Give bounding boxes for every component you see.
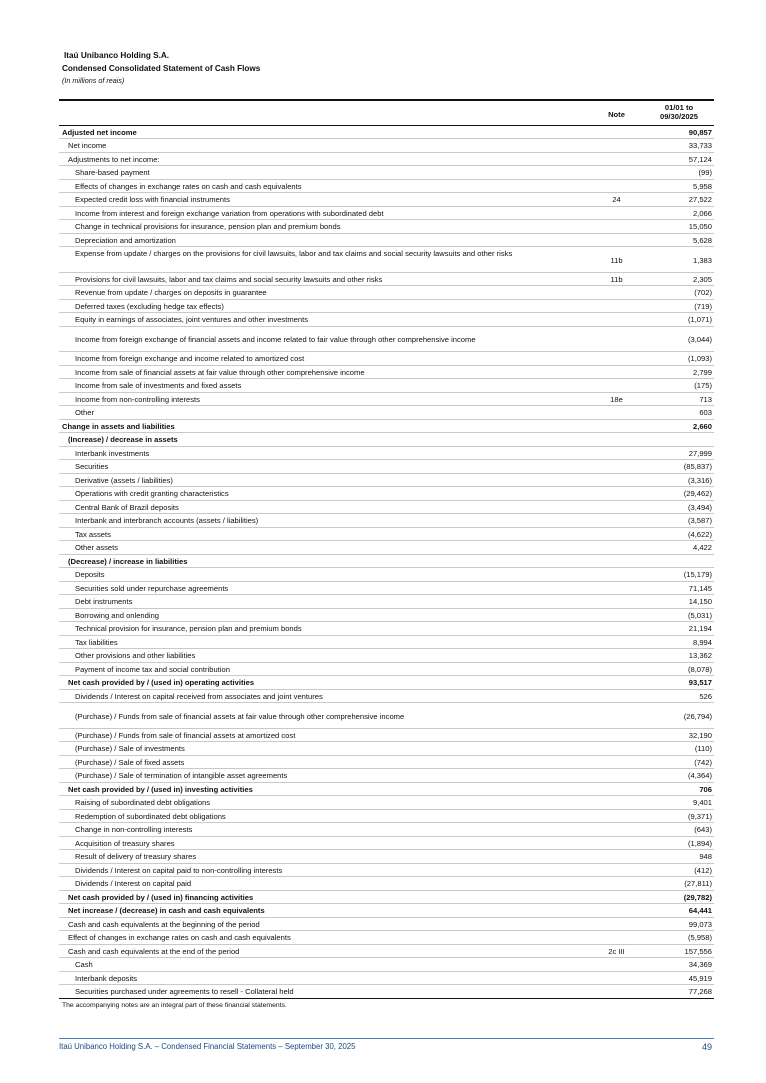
table-row [59, 756, 714, 770]
row-value: (26,794) [683, 711, 712, 721]
row-value: 1,383 [692, 255, 712, 265]
row-value: 4,422 [692, 543, 712, 553]
row-note: 11b [610, 255, 623, 265]
row-label: Central Bank of Brazil deposits [75, 502, 179, 512]
row-label: Income from foreign exchange of financial assets and income related to fair value through other comprehensive income [75, 335, 476, 345]
row-value: (4,622) [687, 529, 712, 539]
table-body [59, 126, 714, 999]
row-value: (29,782) [683, 892, 712, 902]
table-row [59, 474, 714, 488]
row-label: (Purchase) / Sale of termination of intangible asset agreements [75, 771, 288, 781]
row-label: Deposits [75, 570, 105, 580]
row-value: 77,268 [688, 987, 712, 997]
table-row [59, 690, 714, 704]
row-label: Securities purchased under agreements to resell - Collateral held [75, 987, 294, 997]
table-row [59, 166, 714, 180]
row-value: 90,857 [688, 127, 712, 137]
table-row [59, 622, 714, 636]
row-label: Effects of changes in exchange rates on cash and cash equivalents [75, 181, 302, 191]
row-label: Technical provision for insurance, pension plan and premium bonds [75, 624, 302, 634]
row-label: Borrowing and onlending [75, 610, 160, 620]
table-row [59, 985, 714, 999]
row-value: 5,628 [692, 235, 712, 245]
row-value: (1,093) [687, 354, 712, 364]
page-number: 49 [701, 1042, 712, 1052]
row-label: Debt instruments [75, 597, 133, 607]
table-row [59, 514, 714, 528]
row-label: Securities [75, 462, 109, 472]
row-label: Deferred taxes (excluding hedge tax effects) [75, 301, 224, 311]
row-value: 34,369 [688, 960, 712, 970]
table-header [59, 101, 714, 126]
row-label: Revenue from update / charges on deposits in guarantee [75, 288, 267, 298]
table-row [59, 460, 714, 474]
table-row [59, 286, 714, 300]
row-value: (5,958) [687, 933, 712, 943]
row-value: 27,999 [688, 448, 712, 458]
row-label: Acquisition of treasury shares [75, 838, 175, 848]
table-row [59, 300, 714, 314]
cash-flow-table [59, 99, 714, 1009]
row-value: (99) [698, 168, 712, 178]
row-label: Dividends / Interest on capital received from associates and joint ventures [75, 691, 323, 701]
row-value: 8,994 [692, 637, 712, 647]
row-label: Net cash provided by / (used in) investing activities [68, 784, 253, 794]
row-label: Operations with credit granting characteristics [75, 489, 229, 499]
table-row [59, 541, 714, 555]
row-note: 24 [612, 195, 621, 205]
row-value: 5,958 [692, 181, 712, 191]
row-label: Net income [68, 141, 107, 151]
table-row [59, 447, 714, 461]
row-label: (Purchase) / Funds from sale of financial assets at amortized cost [75, 730, 296, 740]
statement-title: Condensed Consolidated Statement of Cash Flows [62, 64, 261, 73]
table-row [59, 393, 714, 407]
row-value: 2,066 [692, 208, 712, 218]
row-label: Cash and cash equivalents at the end of the period [68, 946, 240, 956]
table-row [59, 904, 714, 918]
row-value: (1,894) [687, 838, 712, 848]
table-row [59, 958, 714, 972]
table-row [59, 153, 714, 167]
period-header-line1: 01/01 to [664, 102, 694, 112]
row-label: Other provisions and other liabilities [75, 651, 196, 661]
row-label: Adjusted net income [62, 127, 137, 137]
row-value: 9,401 [692, 798, 712, 808]
row-label: Net cash provided by / (used in) operating activities [68, 678, 255, 688]
footer-rule [59, 1038, 714, 1039]
company-name: Itaú Unibanco Holding S.A. [64, 51, 170, 60]
row-value: 64,441 [688, 906, 712, 916]
row-value: 526 [699, 691, 712, 701]
row-value: 71,145 [688, 583, 712, 593]
row-label: Share-based payment [75, 168, 150, 178]
table-row [59, 837, 714, 851]
row-label: Equity in earnings of associates, joint ventures and other investments [75, 315, 309, 325]
row-label: Adjustments to net income: [68, 154, 160, 164]
row-value: (175) [694, 381, 712, 391]
row-label: Raising of subordinated debt obligations [75, 798, 211, 808]
row-label: Income from non-controlling interests [75, 394, 200, 404]
row-label: (Increase) / decrease in assets [68, 435, 178, 445]
row-label: Change in technical provisions for insurance, pension plan and premium bonds [75, 222, 341, 232]
table-row [59, 352, 714, 366]
footnote: The accompanying notes are an integral part of these financial statements. [62, 1001, 287, 1009]
row-label: Expected credit loss with financial instruments [75, 195, 230, 205]
row-label: Provisions for civil lawsuits, labor and tax claims and social security lawsuits and other risks [75, 274, 383, 284]
row-value: (8,078) [687, 664, 712, 674]
row-label: (Purchase) / Funds from sale of financial assets at fair value through other comprehensive income [75, 711, 405, 721]
table-row [59, 742, 714, 756]
row-value: (15,179) [683, 570, 712, 580]
table-row [59, 139, 714, 153]
row-value: 13,362 [688, 651, 712, 661]
table-row [59, 676, 714, 690]
row-value: 57,124 [688, 154, 712, 164]
table-row [59, 595, 714, 609]
row-label: Expense from update / charges on the provisions for civil lawsuits, labor and tax claims and social security lawsuits and other risks [75, 249, 513, 259]
row-value: (85,837) [683, 462, 712, 472]
row-note: 2c III [608, 946, 625, 956]
row-label: (Decrease) / increase in liabilities [68, 556, 188, 566]
table-row [59, 313, 714, 327]
row-value: 2,799 [692, 367, 712, 377]
table-row [59, 207, 714, 221]
row-value: (1,071) [687, 315, 712, 325]
row-note: 11b [610, 274, 623, 284]
row-value: 14,150 [688, 597, 712, 607]
row-label: Result of delivery of treasury shares [75, 852, 197, 862]
table-row [59, 234, 714, 248]
row-label: Securities sold under repurchase agreements [75, 583, 229, 593]
row-note: 18e [610, 394, 623, 404]
table-row [59, 528, 714, 542]
table-row [59, 327, 714, 353]
table-row [59, 193, 714, 207]
row-value: 21,194 [688, 624, 712, 634]
row-value: (110) [694, 744, 712, 754]
table-row [59, 568, 714, 582]
row-label: Dividends / Interest on capital paid to non-controlling interests [75, 865, 283, 875]
table-row [59, 703, 714, 729]
row-label: Payment of income tax and social contribution [75, 664, 230, 674]
row-label: Interbank investments [75, 448, 150, 458]
row-label: Interbank and interbranch accounts (assets / liabilities) [75, 516, 259, 526]
table-row [59, 487, 714, 501]
table-row [59, 582, 714, 596]
table-row [59, 729, 714, 743]
table-row [59, 379, 714, 393]
table-row [59, 406, 714, 420]
table-row [59, 864, 714, 878]
row-value: (719) [694, 301, 712, 311]
row-value: 603 [699, 408, 712, 418]
row-value: 2,305 [692, 274, 712, 284]
row-label: Effect of changes in exchange rates on cash and cash equivalents [68, 933, 291, 943]
row-label: Net cash provided by / (used in) financing activities [68, 892, 254, 902]
table-row [59, 796, 714, 810]
row-label: (Purchase) / Sale of fixed assets [75, 757, 185, 767]
table-row [59, 501, 714, 515]
row-label: (Purchase) / Sale of investments [75, 744, 185, 754]
table-row [59, 636, 714, 650]
row-value: 157,556 [684, 946, 712, 956]
row-label: Cash [75, 960, 93, 970]
row-value: (3,587) [687, 516, 712, 526]
row-value: (5,031) [687, 610, 712, 620]
table-row [59, 433, 714, 447]
table-row [59, 823, 714, 837]
row-label: Interbank deposits [75, 973, 138, 983]
row-value: (742) [694, 757, 712, 767]
row-value: 45,919 [688, 973, 712, 983]
table-row [59, 769, 714, 783]
note-column-header: Note [608, 109, 625, 119]
table-row [59, 918, 714, 932]
row-value: 27,522 [688, 195, 712, 205]
table-row [59, 420, 714, 434]
row-value: 32,190 [688, 730, 712, 740]
row-value: (9,371) [687, 811, 712, 821]
row-label: Change in non-controlling interests [75, 825, 193, 835]
period-column-header [644, 103, 714, 122]
row-label: Dividends / Interest on capital paid [75, 879, 192, 889]
table-row [59, 609, 714, 623]
row-value: (643) [694, 825, 712, 835]
row-label: Other [75, 408, 94, 418]
row-label: Cash and cash equivalents at the beginning of the period [68, 919, 260, 929]
table-row [59, 273, 714, 287]
table-row [59, 783, 714, 797]
row-value: (3,494) [687, 502, 712, 512]
table-row [59, 555, 714, 569]
table-row [59, 180, 714, 194]
table-row [59, 126, 714, 140]
row-value: (27,811) [684, 879, 712, 889]
row-value: (29,462) [683, 489, 712, 499]
row-value: 99,073 [688, 919, 712, 929]
row-label: Redemption of subordinated debt obligations [75, 811, 226, 821]
row-label: Income from foreign exchange and income related to amortized cost [75, 354, 305, 364]
table-row [59, 663, 714, 677]
row-value: 15,050 [688, 222, 712, 232]
row-value: 33,733 [688, 141, 712, 151]
row-label: Other assets [75, 543, 119, 553]
row-value: 706 [699, 784, 712, 794]
table-row [59, 945, 714, 959]
row-value: 2,660 [692, 421, 712, 431]
row-label: Income from sale of financial assets at fair value through other comprehensive income [75, 367, 365, 377]
period-header-line2: 09/30/2025 [659, 112, 698, 122]
row-value: 713 [699, 394, 712, 404]
row-value: (412) [694, 865, 712, 875]
row-value: (3,316) [687, 475, 712, 485]
table-row [59, 247, 714, 273]
row-label: Net increase / (decrease) in cash and cash equivalents [68, 906, 265, 916]
row-label: Tax liabilities [75, 637, 118, 647]
table-row [59, 877, 714, 891]
statement-subtitle: (In millions of reais) [62, 76, 125, 85]
row-value: 93,517 [688, 678, 712, 688]
table-row [59, 220, 714, 234]
row-value: (3,044) [687, 335, 712, 345]
table-row [59, 649, 714, 663]
row-label: Derivative (assets / liabilities) [75, 475, 173, 485]
table-row [59, 850, 714, 864]
row-label: Depreciation and amortization [75, 235, 176, 245]
table-row [59, 810, 714, 824]
row-label: Tax assets [75, 529, 111, 539]
footer-text: Itaú Unibanco Holding S.A. – Condensed Financial Statements – September 30, 2025 [59, 1042, 356, 1051]
table-row [59, 931, 714, 945]
row-label: Income from interest and foreign exchange variation from operations with subordinated debt [75, 208, 384, 218]
row-label: Income from sale of investments and fixed assets [75, 381, 242, 391]
table-row [59, 972, 714, 986]
table-row [59, 891, 714, 905]
row-value: (4,364) [687, 771, 712, 781]
row-label: Change in assets and liabilities [62, 421, 175, 431]
row-value: (702) [694, 288, 712, 298]
row-value: 948 [699, 852, 712, 862]
table-row [59, 366, 714, 380]
